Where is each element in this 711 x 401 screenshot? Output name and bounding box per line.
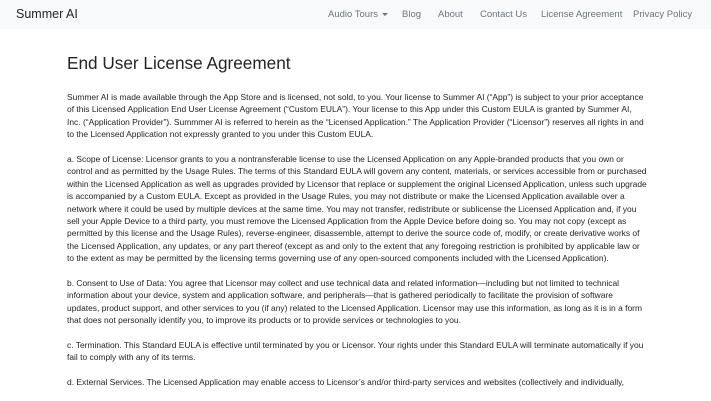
nav-audio-tours-label: Audio Tours — [328, 9, 378, 20]
consent-to-data-paragraph: b. Consent to Use of Data: You agree that Licensor may collect and use technical data and related information—including but not limited to technical information about your device, system and application software, and peripherals—that is gathered periodically to facilitate the provision of software updates, product support, and other services to you (if any) related to the Licensed Application. Licensor may use this information, as long as it is in a form that does not personally identify you, to improve its products or to provide services or technologies to you. — [67, 278, 642, 326]
main-content — [67, 52, 647, 401]
nav-about[interactable]: About — [438, 9, 463, 20]
page-title: End User License Agreement — [67, 53, 291, 73]
termination-paragraph: c. Termination. This Standard EULA is effective until terminated by you or Licensor. Your rights under this Standard EULA will terminate automatically if you fail to comply with any of its terms. — [67, 340, 644, 363]
nav-privacy-policy[interactable]: Privacy Policy — [633, 9, 693, 20]
navbar — [0, 0, 711, 29]
nav-blog[interactable]: Blog — [402, 9, 422, 20]
brand-link[interactable]: Summer AI — [16, 7, 78, 21]
nav-audio-tours-dropdown[interactable] — [328, 9, 388, 20]
eula-intro-paragraph: Summer AI is made available through the App Store and is licensed, not sold, to you. Your license to Summer AI (“App”) is subject to your prior acceptance of this Licensed Application End User License Agreement (“Custom EULA”). Your license to this App under this Custom EULA is granted by Summer AI, Inc. (“Application Provider”). Summmer AI is referred to herein as the “Licensed Application.” The Application Provider (“Licensor”) reserves all rights in and to the Licensed Application not expressly granted to you under this Custom EULA. — [67, 92, 644, 140]
chevron-down-icon — [382, 13, 388, 16]
external-services-paragraph: d. External Services. The Licensed Application may enable access to Licensor’s and/or third-party services and websites (collectively and individually, — [67, 377, 625, 388]
nav-contact-us[interactable]: Contact Us — [480, 9, 527, 20]
scope-of-license-paragraph: a. Scope of License: Licensor grants to you a nontransferable license to use the Licensed Application on any Apple-branded products that you own or control and as permitted by the Usage Rules. The terms of this Standard EULA will govern any content, materials, or services accessible from or purchased within the Licensed Application as well as upgrades provided by Licensor that replace or supplement the original Licensed Application, unless such upgrade is accompanied by a Custom EULA. Except as provided in the Usage Rules, you may not distribute or make the Licensed Application available over a network where it could be used by multiple devices at the same time. You may not transfer, redistribute or sublicense the Licensed Application and, if you sell your Apple Device to a third party, you must remove the Licensed Application from the Apple Device before doing so. You may not copy (except as permitted by this license and the Usage Rules), reverse-engineer, disassemble, attempt to derive the source code of, modify, or create derivative works of the Licensed Application, any updates, or any part thereof (except as and only to the extent that any foregoing restriction is prohibited by applicable law or to the extent as may be permitted by the licensing terms governing use of any open-sourced components included with the Licensed Application). — [67, 154, 647, 264]
nav-license-agreement[interactable]: License Agreement — [541, 9, 623, 20]
